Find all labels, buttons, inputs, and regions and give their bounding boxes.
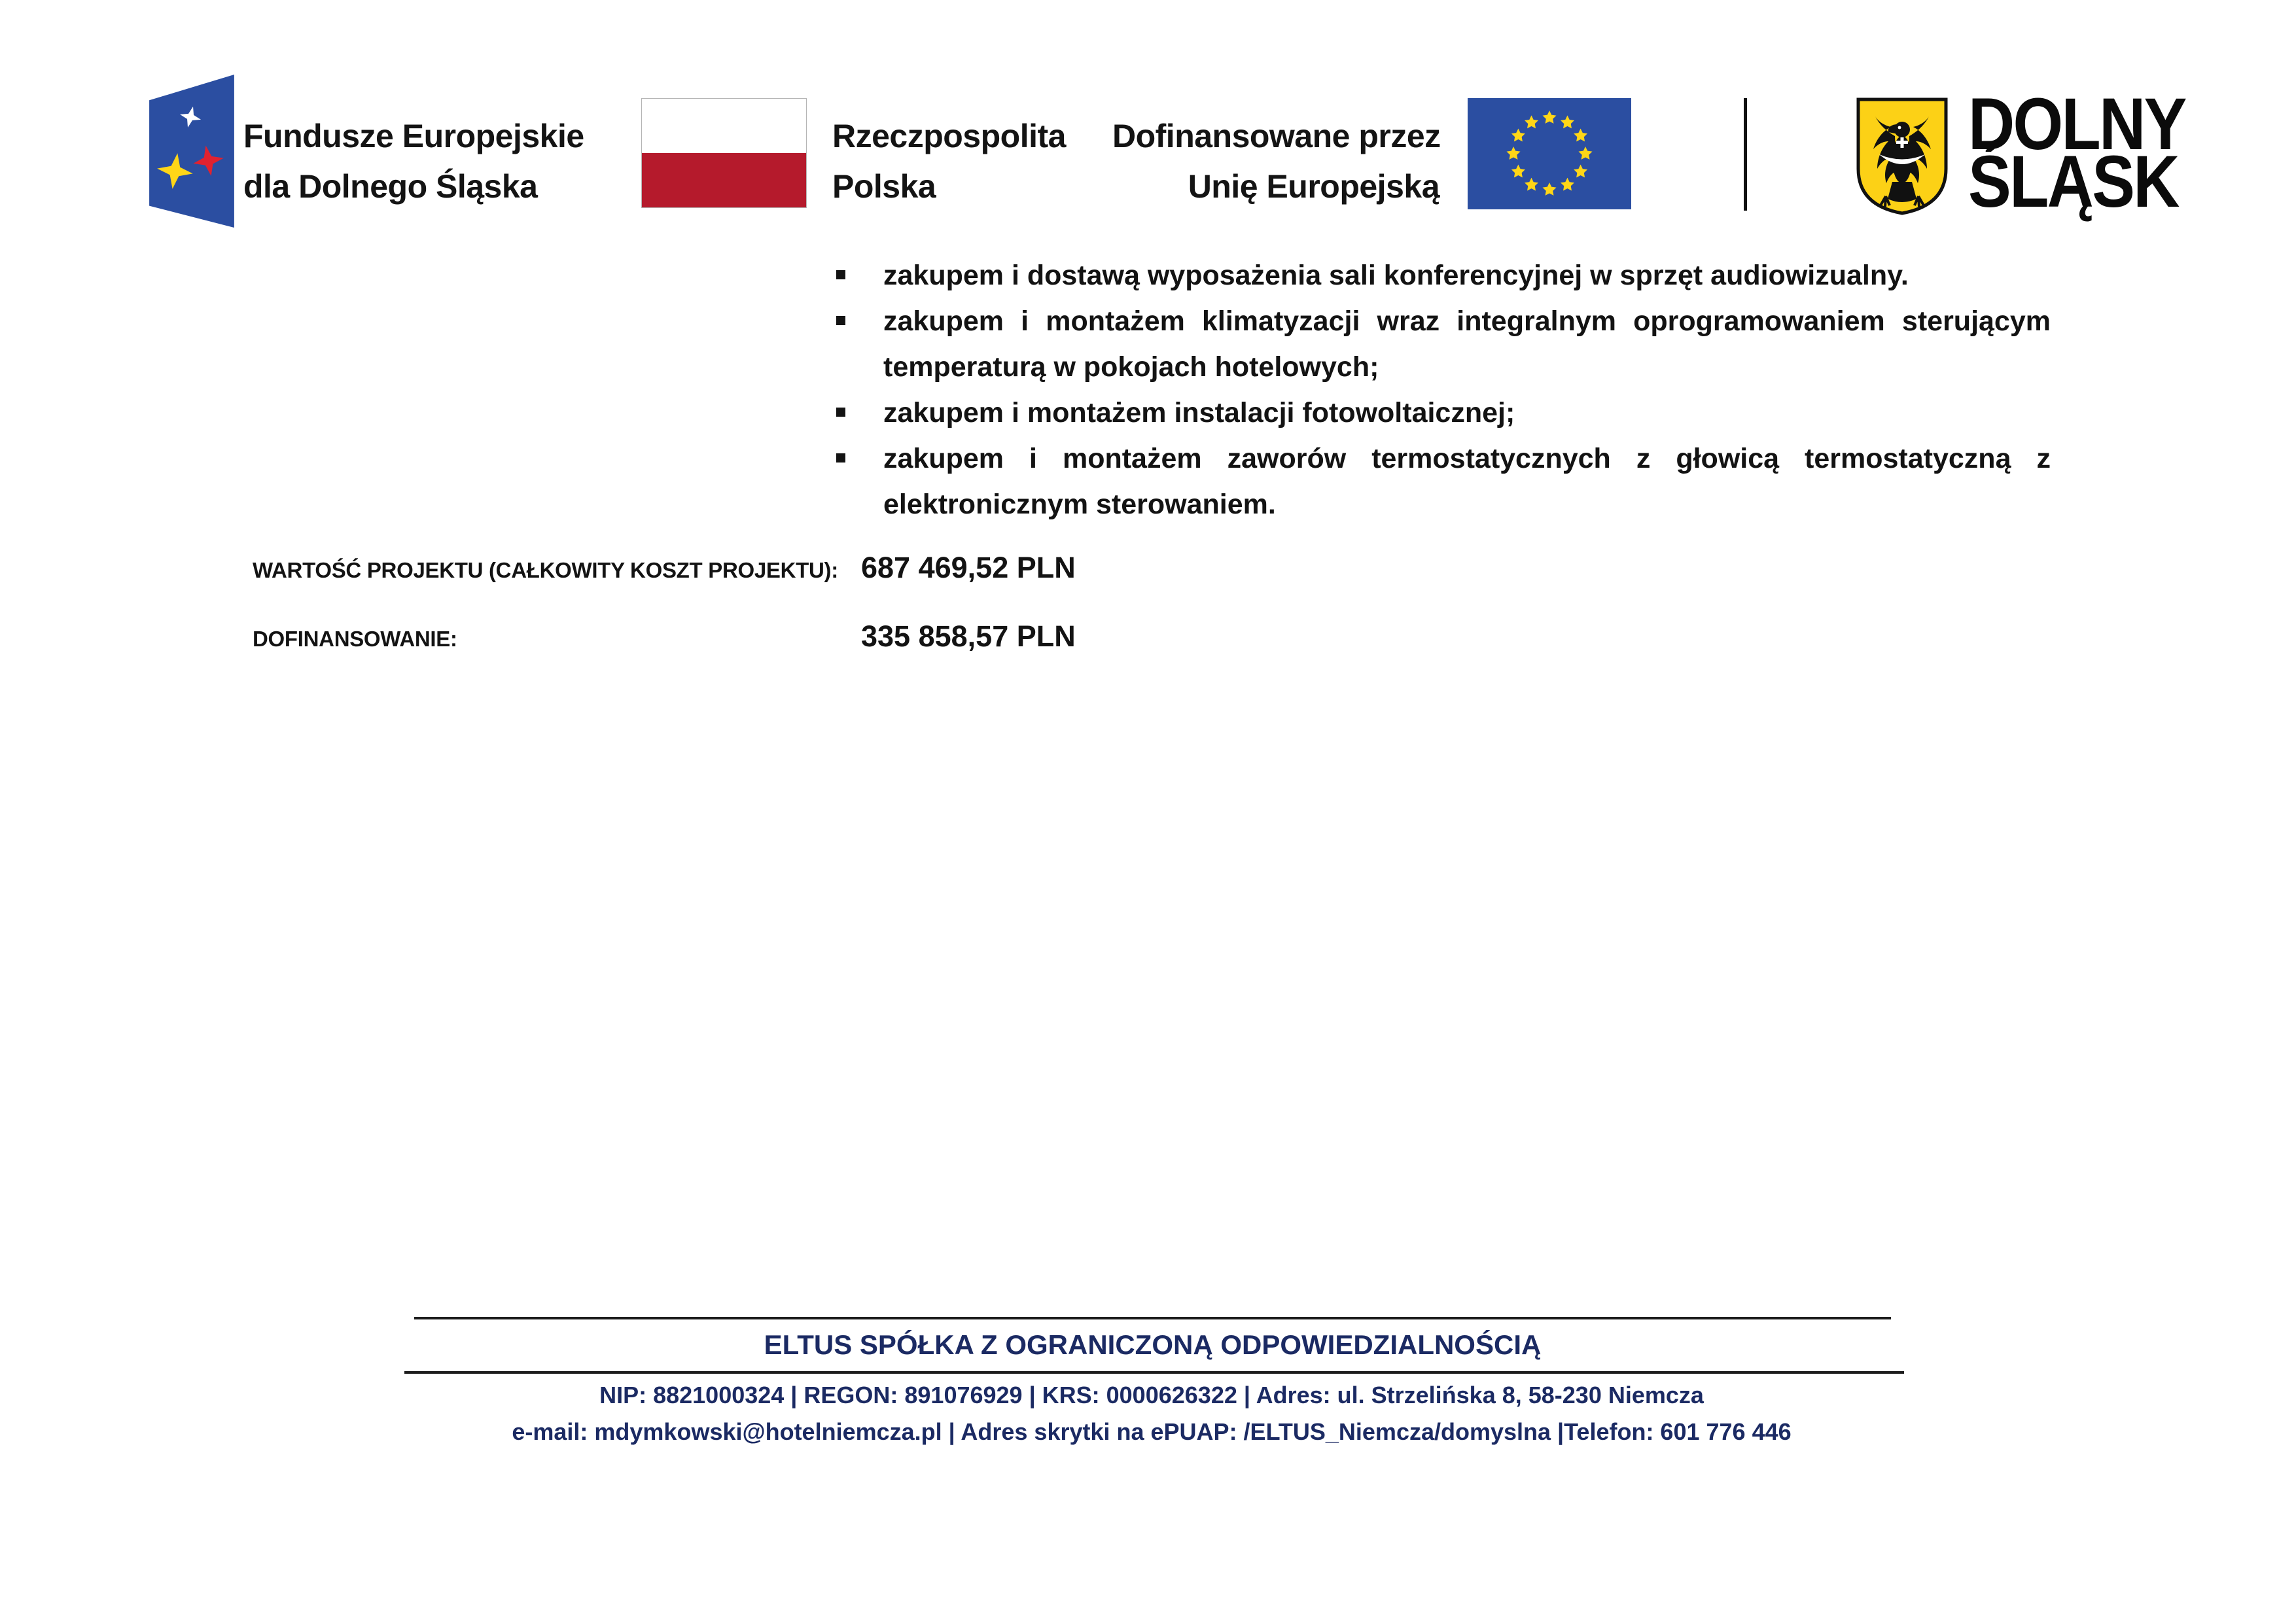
eu-funding-line2: Unię Europejską: [1188, 168, 1439, 205]
eu-funds-flag-icon: [149, 73, 234, 229]
footer-company-name: ELTUS SPÓŁKA Z OGRANICZONĄ ODPOWIEDZIALNOŚCIĄ: [764, 1329, 1542, 1360]
eu-funding-line1: Dofinansowane przez: [1112, 118, 1441, 154]
poland-flag-red-stripe: [642, 153, 806, 207]
bullet-item: [835, 298, 2051, 390]
dolny-slask-wordmark: [1968, 83, 2215, 222]
eu-funds-logo-line1: Fundusze Europejskie: [243, 118, 584, 154]
bullet-text: zakupem i dostawą wyposażenia sali konferencyjnej w sprzęt audiowizualny.: [883, 260, 1909, 291]
bullet-text: zakupem i montażem klimatyzacji wraz integralnym oprogramowaniem sterującym temperaturą w pokojach hotelowych;: [883, 305, 2051, 383]
bullet-item: [835, 390, 2051, 436]
footer-top-rule: [414, 1317, 1891, 1319]
footer-registry-line: NIP: 8821000324 | REGON: 891076929 | KRS: 0000626322 | Adres: ul. Strzelińska 8, 58-230 Niemcza: [599, 1382, 1704, 1408]
republic-of-poland-line1: Rzeczpospolita: [832, 118, 1066, 154]
bullet-item: [835, 436, 2051, 527]
bullet-item: [835, 253, 2051, 298]
project-value-amount: 687 469,52 PLN: [861, 551, 1076, 584]
project-funding-label: DOFINANSOWANIE:: [253, 627, 457, 651]
project-funding-row: [253, 620, 1076, 654]
dolny-slask-eagle-crest-icon: [1853, 97, 1951, 216]
dolny-slask-line1: DOLNY: [1968, 83, 2185, 165]
project-funding-amount: 335 858,57 PLN: [861, 620, 1076, 653]
square-bullet-icon: [836, 453, 845, 462]
eu-funding-text: [1112, 111, 1439, 212]
footer-middle-rule: [404, 1371, 1904, 1374]
bullet-text: zakupem i montażem instalacji fotowoltaicznej;: [883, 397, 1515, 428]
project-value-label: WARTOŚĆ PROJEKTU (CAŁKOWITY KOSZT PROJEKTU):: [253, 558, 838, 582]
poland-flag-icon: [641, 98, 807, 208]
header-divider-line: [1744, 98, 1747, 211]
republic-of-poland-line2: Polska: [832, 168, 936, 205]
eu-flag-icon: [1468, 98, 1631, 209]
project-scope-bullet-list: [835, 253, 2051, 527]
eu-funds-logo-text: [243, 111, 584, 212]
bullet-text: zakupem i montażem zaworów termostatycznych z głowicą termostatyczną z elektronicznym sterowaniem.: [883, 443, 2051, 520]
square-bullet-icon: [836, 408, 845, 417]
eu-funds-logo-line2: dla Dolnego Śląska: [243, 168, 538, 205]
square-bullet-icon: [836, 270, 845, 279]
project-value-row: [253, 551, 1076, 585]
dolny-slask-line2: ŚLĄSK: [1968, 141, 2178, 222]
square-bullet-icon: [836, 316, 845, 325]
poland-flag-white-stripe: [642, 99, 806, 153]
footer-contact-line: e-mail: mdymkowski@hotelniemcza.pl | Adres skrytki na ePUAP: /ELTUS_Niemcza/domyslna |Telefon: 601 776 446: [512, 1418, 1792, 1445]
republic-of-poland-text: [832, 111, 1066, 212]
